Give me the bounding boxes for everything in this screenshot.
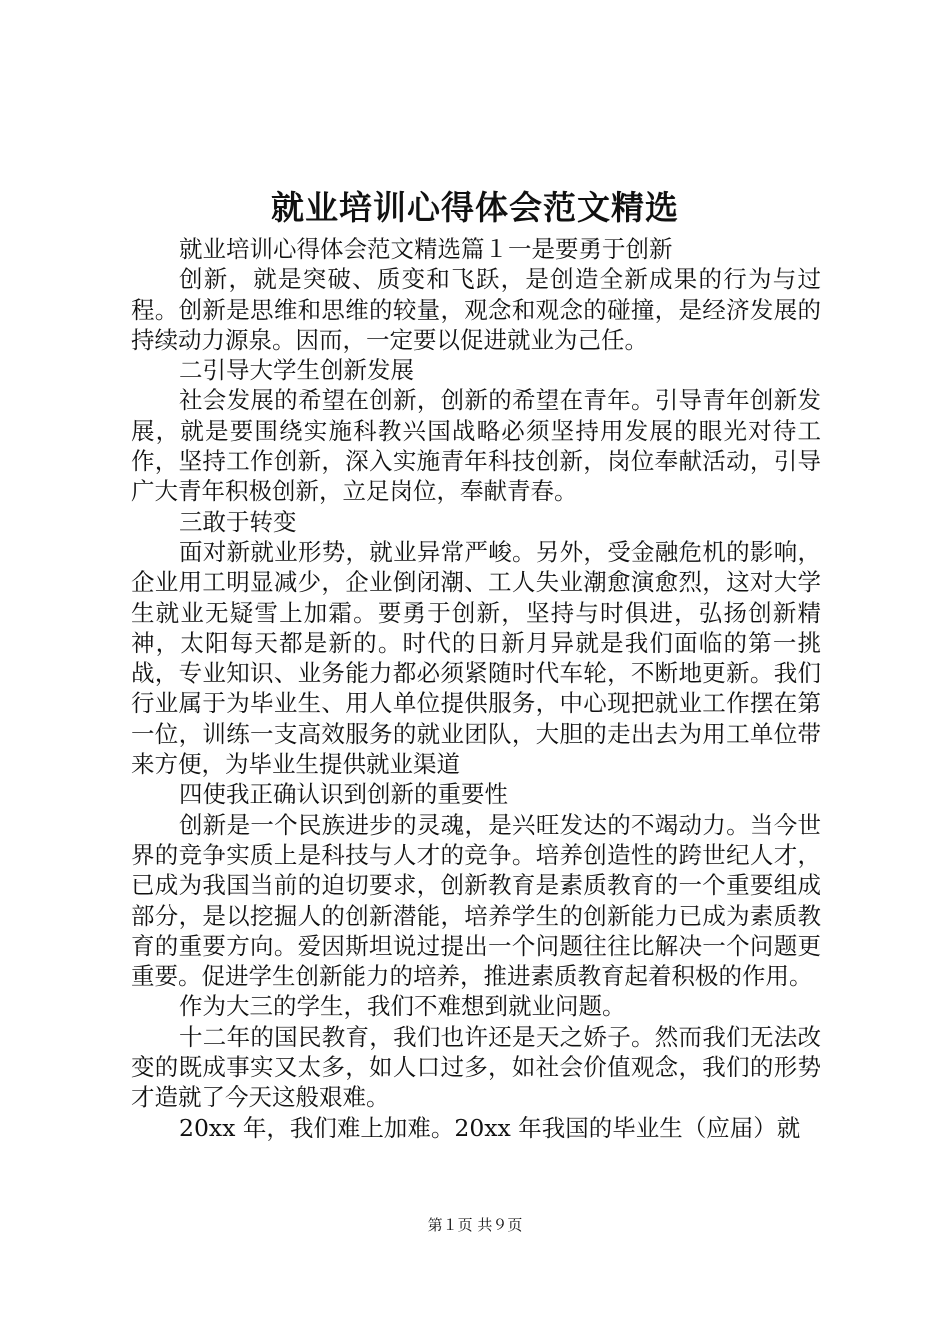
section-heading: 就业培训心得体会范文精选篇１一是要勇于创新 bbox=[179, 235, 673, 263]
document-title: 就业培训心得体会范文精选 bbox=[271, 188, 679, 227]
paragraph: 创新，就是突破、质变和飞跃，是创造全新成果的行为与过程。创新是思维和思维的较量，观念和观念的碰撞，是经济发展的持续动力源泉。因而，一定要以促进就业为己任。 bbox=[131, 265, 821, 354]
paragraph: 20xx 年，我们难上加难。20xx 年我国的毕业生（应届）就 bbox=[179, 1113, 801, 1142]
document-body bbox=[131, 234, 821, 1143]
section-heading: 四使我正确认识到创新的重要性 bbox=[179, 780, 508, 809]
page-footer: 第１页 共９页 bbox=[427, 1216, 523, 1234]
paragraph: 十二年的国民教育，我们也许还是天之娇子。然而我们无法改变的既成事实又太多，如人口过多，如社会价值观念，我们的形势才造就了今天这般艰难。 bbox=[131, 1022, 821, 1112]
section-heading: 三敢于转变 bbox=[179, 507, 297, 536]
paragraph: 创新是一个民族进步的灵魂，是兴旺发达的不竭动力。当今世界的竞争实质上是科技与人才的竞争。培养创造性的跨世纪人才，已成为我国当前的迫切要求，创新教育是素质教育的一个重要组成部分，是以挖掘人的创新潜能，培养学生的创新能力已成为素质教育的重要方向。爱因斯坦说过提出一个问题往往比解决一个问题更重要。促进学生创新能力的培养，推进素质教育起着积极的作用。 bbox=[131, 810, 821, 991]
paragraph: 作为大三的学生，我们不难想到就业问题。 bbox=[179, 992, 626, 1021]
section-heading: 二引导大学生创新发展 bbox=[179, 356, 414, 385]
paragraph: 社会发展的希望在创新，创新的希望在青年。引导青年创新发展，就是要围绕实施科教兴国战略必须坚持用发展的眼光对待工作，坚持工作创新，深入实施青年科技创新，岗位奉献活动，引导广大青年积极创新，立足岗位，奉献青春。 bbox=[131, 386, 821, 506]
paragraph: 面对新就业形势，就业异常严峻。另外，受金融危机的影响，企业用工明显减少，企业倒闭潮、工人失业潮愈演愈烈，这对大学生就业无疑雪上加霜。要勇于创新，坚持与时俱进，弘扬创新精神，太阳每天都是新的。时代的日新月异就是我们面临的第一挑战，专业知识、业务能力都必须紧随时代车轮，不断地更新。我们行业属于为毕业生、用人单位提供服务，中心现把就业工作摆在第一位，训练一支高效服务的就业团队，大胆的走出去为用工单位带来方便，为毕业生提供就业渠道 bbox=[131, 537, 821, 779]
